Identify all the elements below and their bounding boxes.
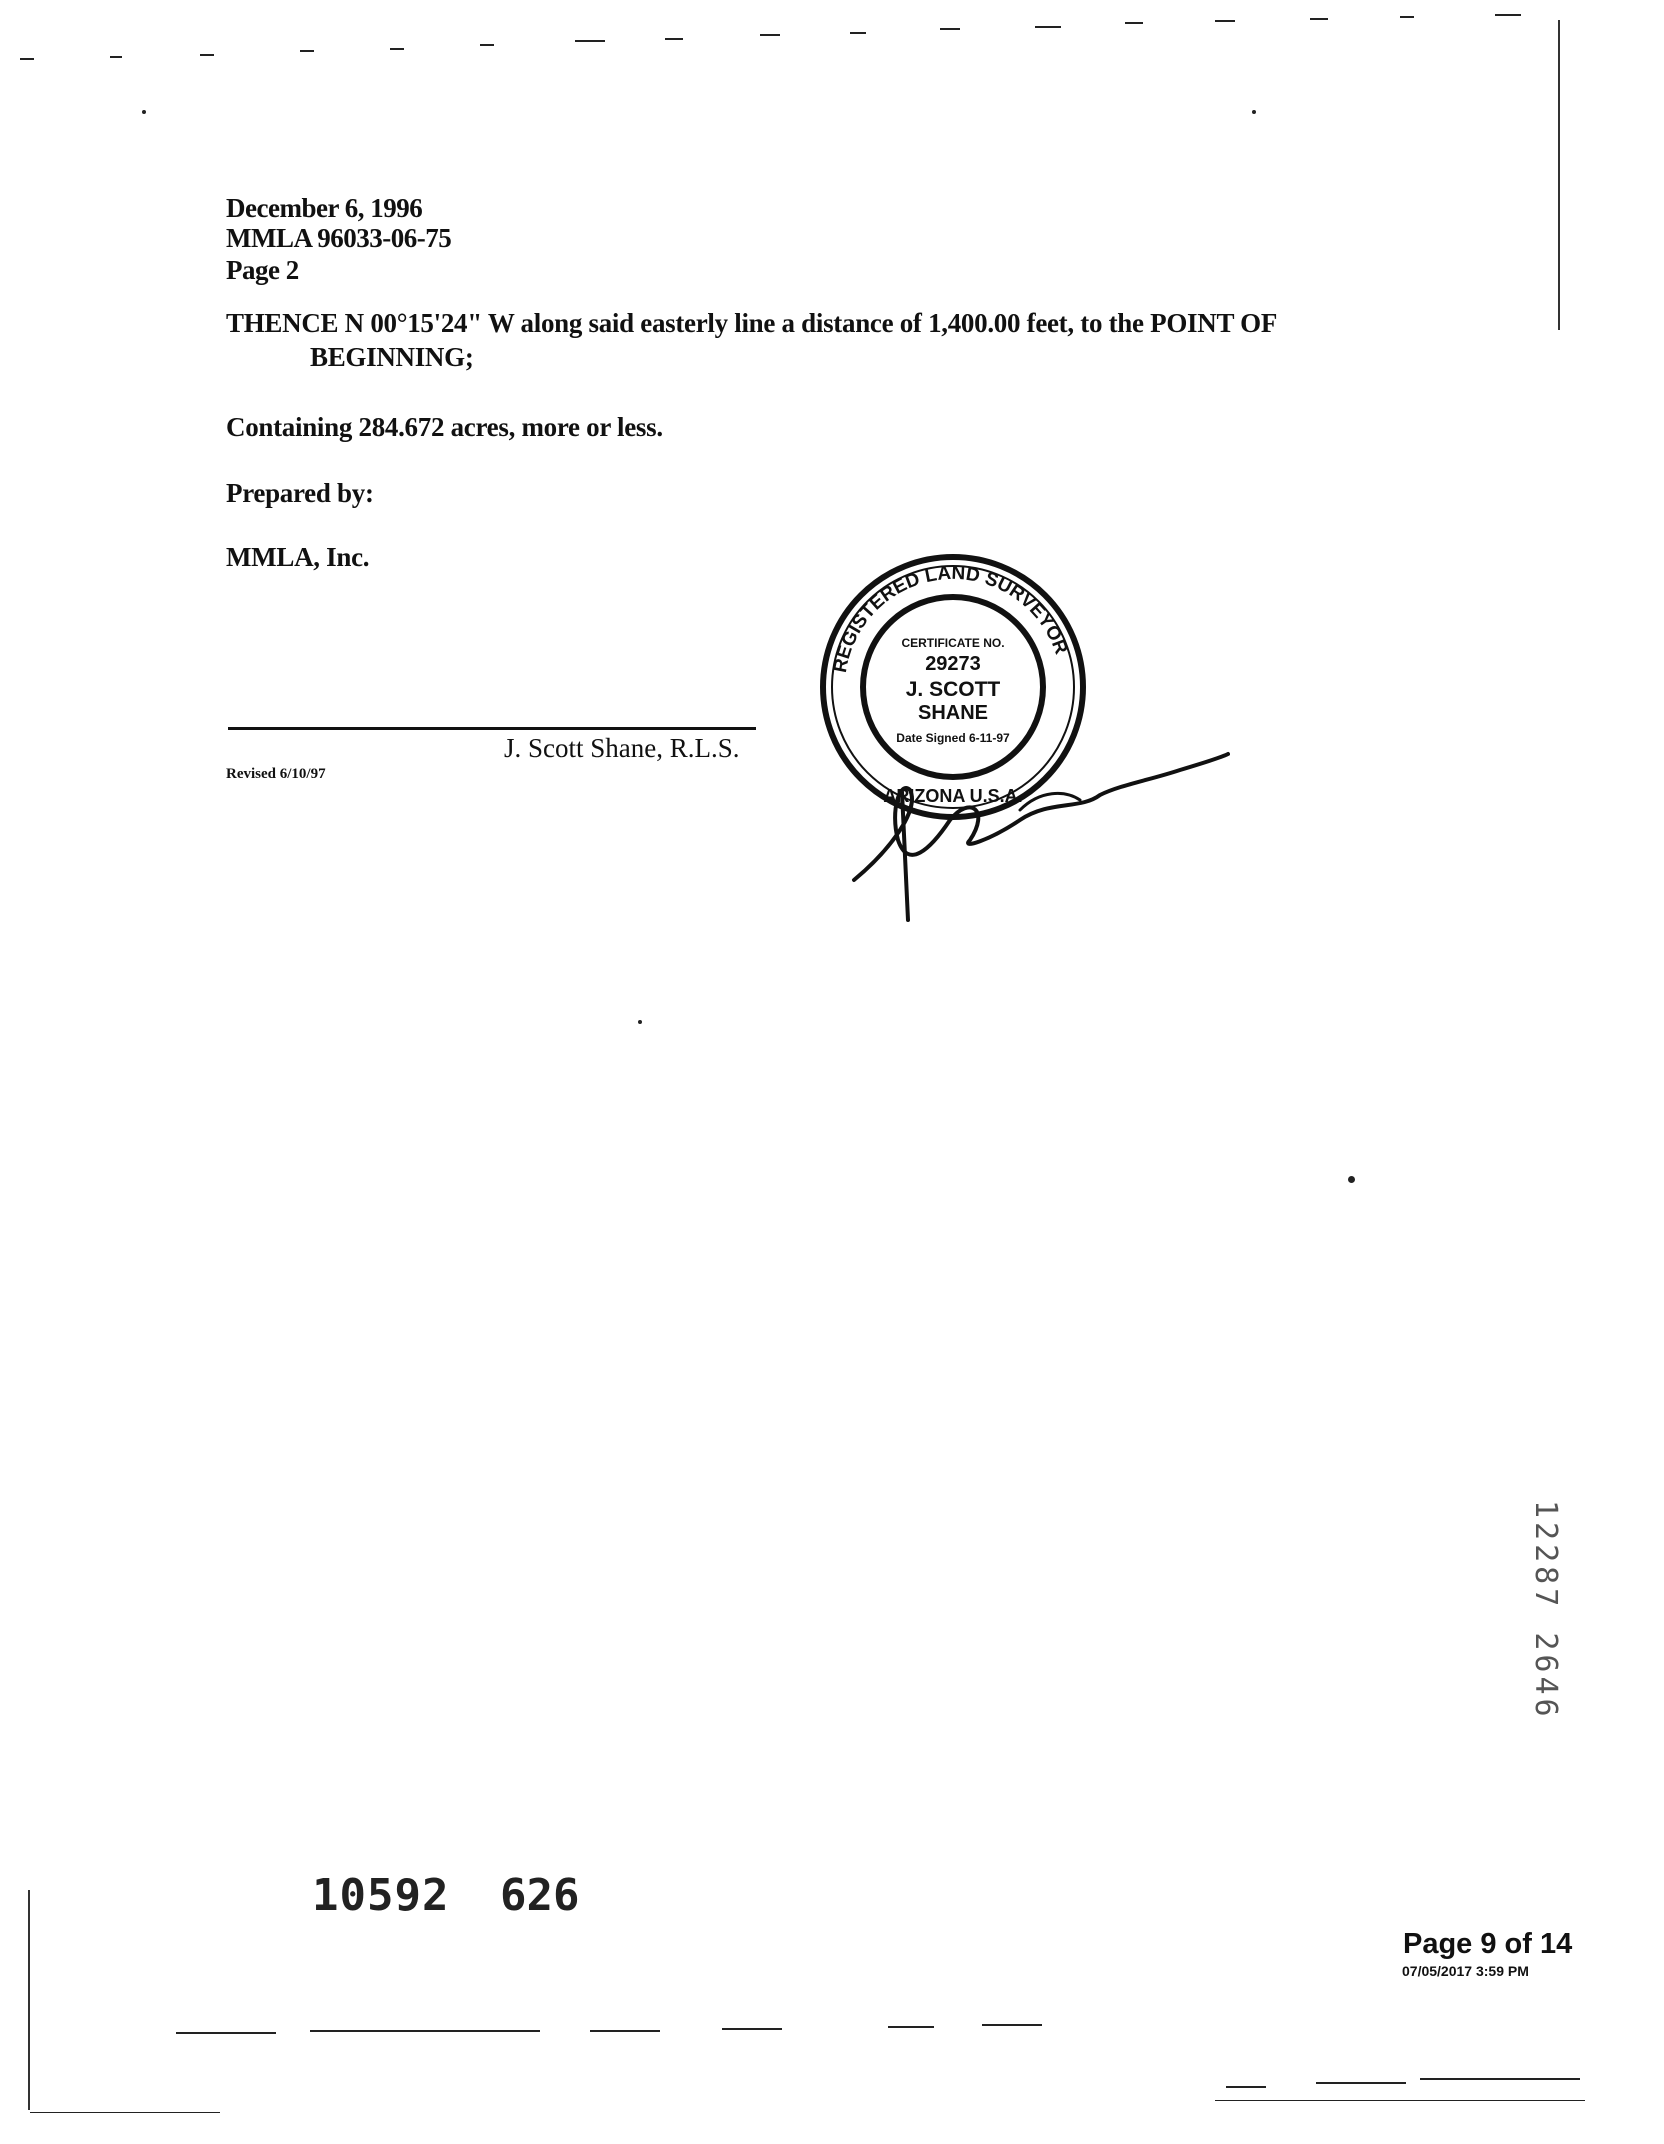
seal-certificate-label: CERTIFICATE NO. [901, 636, 1005, 650]
seal-date-signed: Date Signed 6-11-97 [896, 731, 1010, 745]
prepared-by-label: Prepared by: [226, 478, 374, 508]
containing-line: Containing 284.672 acres, more or less. [226, 412, 663, 442]
seal-name-line1: J. SCOTT [905, 678, 1001, 701]
vertical-recording-number: 12287 2646 [1528, 1500, 1563, 1721]
print-timestamp: 07/05/2017 3:59 PM [1402, 1963, 1529, 1979]
scan-speck [638, 1020, 642, 1024]
seal-name-line2: SHANE [917, 702, 989, 724]
handwritten-signature [850, 700, 1230, 930]
scan-speck [1348, 1176, 1355, 1183]
signature-line [228, 727, 756, 730]
scan-border-right [1558, 20, 1560, 330]
revised-date: Revised 6/10/97 [226, 766, 326, 782]
seal-state: ARIZONA U.S.A. [883, 786, 1023, 806]
document-reference: MMLA 96033-06-75 [226, 223, 452, 253]
surveyor-name: J. Scott Shane, R.L.S. [504, 733, 740, 763]
company-name: MMLA, Inc. [226, 542, 370, 572]
scan-border-left [28, 1890, 30, 2110]
thence-line-continued: BEGINNING; [310, 342, 474, 372]
seal-certificate-number: 29273 [925, 653, 981, 675]
book-page-number: 626 [500, 1870, 580, 1921]
book-number: 10592 [312, 1870, 450, 1921]
scan-speck [142, 110, 146, 114]
document-page-label: Page 2 [226, 255, 299, 285]
scan-speck [1252, 110, 1256, 114]
document-date: December 6, 1996 [226, 193, 423, 223]
thence-line: THENCE N 00°15'24" W along said easterly line a distance of 1,400.00 feet, to the POINT OF [226, 308, 1278, 338]
page-count: Page 9 of 14 [1403, 1928, 1573, 1960]
seal-outer-text: REGISTERED LAND SURVEYOR [829, 562, 1072, 675]
